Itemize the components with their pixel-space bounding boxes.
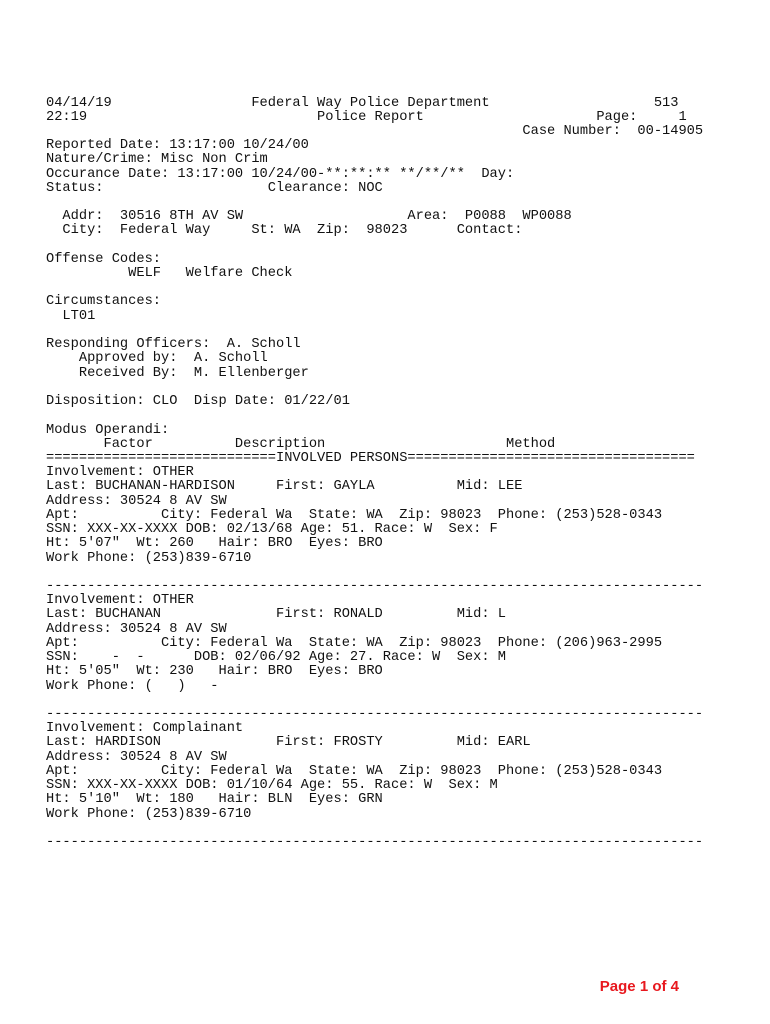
- nature-crime: Nature/Crime: Misc Non Crim: [46, 152, 268, 167]
- person-ssn-dob: SSN: XXX-XX-XXXX DOB: 02/13/68 Age: 51. Race: W Sex: F: [46, 522, 498, 537]
- person-apt-city-phone: Apt: City: Federal Wa State: WA Zip: 98023 Phone: (253)528-0343: [46, 764, 663, 779]
- header-case-number-line: Case Number: 00-14905: [46, 124, 704, 139]
- person-apt-city-phone: Apt: City: Federal Wa State: WA Zip: 98023 Phone: (253)528-0343: [46, 508, 663, 523]
- circumstances-label: Circumstances:: [46, 294, 161, 309]
- person-physical: Ht: 5'10" Wt: 180 Hair: BLN Eyes: GRN: [46, 792, 383, 807]
- person-involvement: Involvement: Complainant: [46, 721, 244, 736]
- person-name: Last: HARDISON First: FROSTY Mid: EARL: [46, 735, 531, 750]
- person-apt-city-phone: Apt: City: Federal Wa State: WA Zip: 98023 Phone: (206)963-2995: [46, 636, 663, 651]
- incident-address: Addr: 30516 8TH AV SW Area: P0088 WP0088: [46, 209, 572, 224]
- header-time-page-line: 22:19 Police Report Page: 1: [46, 110, 687, 125]
- separator: --------------------------------------------------------------------------------: [46, 835, 704, 850]
- disposition: Disposition: CLO Disp Date: 01/22/01: [46, 394, 350, 409]
- circumstance-code: LT01: [46, 309, 96, 324]
- page-number-label: Page 1 of 4: [599, 978, 679, 995]
- responding-officers: Responding Officers: A. Scholl: [46, 337, 301, 352]
- reported-date: Reported Date: 13:17:00 10/24/00: [46, 138, 309, 153]
- received-by: Received By: M. Ellenberger: [46, 366, 309, 381]
- person-address: Address: 30524 8 AV SW: [46, 622, 227, 637]
- header-date-title-line: 04/14/19 Federal Way Police Department 513: [46, 96, 679, 111]
- person-work-phone: Work Phone: (253)839-6710: [46, 551, 252, 566]
- person-physical: Ht: 5'07" Wt: 260 Hair: BRO Eyes: BRO: [46, 536, 383, 551]
- status-clearance: Status: Clearance: NOC: [46, 181, 383, 196]
- person-work-phone: Work Phone: (253)839-6710: [46, 807, 252, 822]
- person-ssn-dob: SSN: - - DOB: 02/06/92 Age: 27. Race: W Sex: M: [46, 650, 506, 665]
- separator: --------------------------------------------------------------------------------: [46, 579, 704, 594]
- modus-operandi-label: Modus Operandi:: [46, 423, 170, 438]
- separator: --------------------------------------------------------------------------------: [46, 707, 704, 722]
- person-address: Address: 30524 8 AV SW: [46, 750, 227, 765]
- person-involvement: Involvement: OTHER: [46, 593, 194, 608]
- person-physical: Ht: 5'05" Wt: 230 Hair: BRO Eyes: BRO: [46, 664, 383, 679]
- person-name: Last: BUCHANAN First: RONALD Mid: L: [46, 607, 506, 622]
- person-involvement: Involvement: OTHER: [46, 465, 194, 480]
- person-name: Last: BUCHANAN-HARDISON First: GAYLA Mid: LEE: [46, 479, 523, 494]
- occurance-date: Occurance Date: 13:17:00 10/24/00-**:**:** **/**/** Day:: [46, 167, 515, 182]
- offense-code: WELF Welfare Check: [46, 266, 293, 281]
- modus-operandi-columns: Factor Description Method: [46, 437, 556, 452]
- person-address: Address: 30524 8 AV SW: [46, 494, 227, 509]
- offense-codes-label: Offense Codes:: [46, 252, 161, 267]
- incident-city: City: Federal Way St: WA Zip: 98023 Contact:: [46, 223, 523, 238]
- person-work-phone: Work Phone: ( ) -: [46, 679, 219, 694]
- involved-persons-header: ============================INVOLVED PERSONS===================================: [46, 451, 695, 466]
- approved-by: Approved by: A. Scholl: [46, 351, 268, 366]
- person-ssn-dob: SSN: XXX-XX-XXXX DOB: 01/10/64 Age: 55. Race: W Sex: M: [46, 778, 498, 793]
